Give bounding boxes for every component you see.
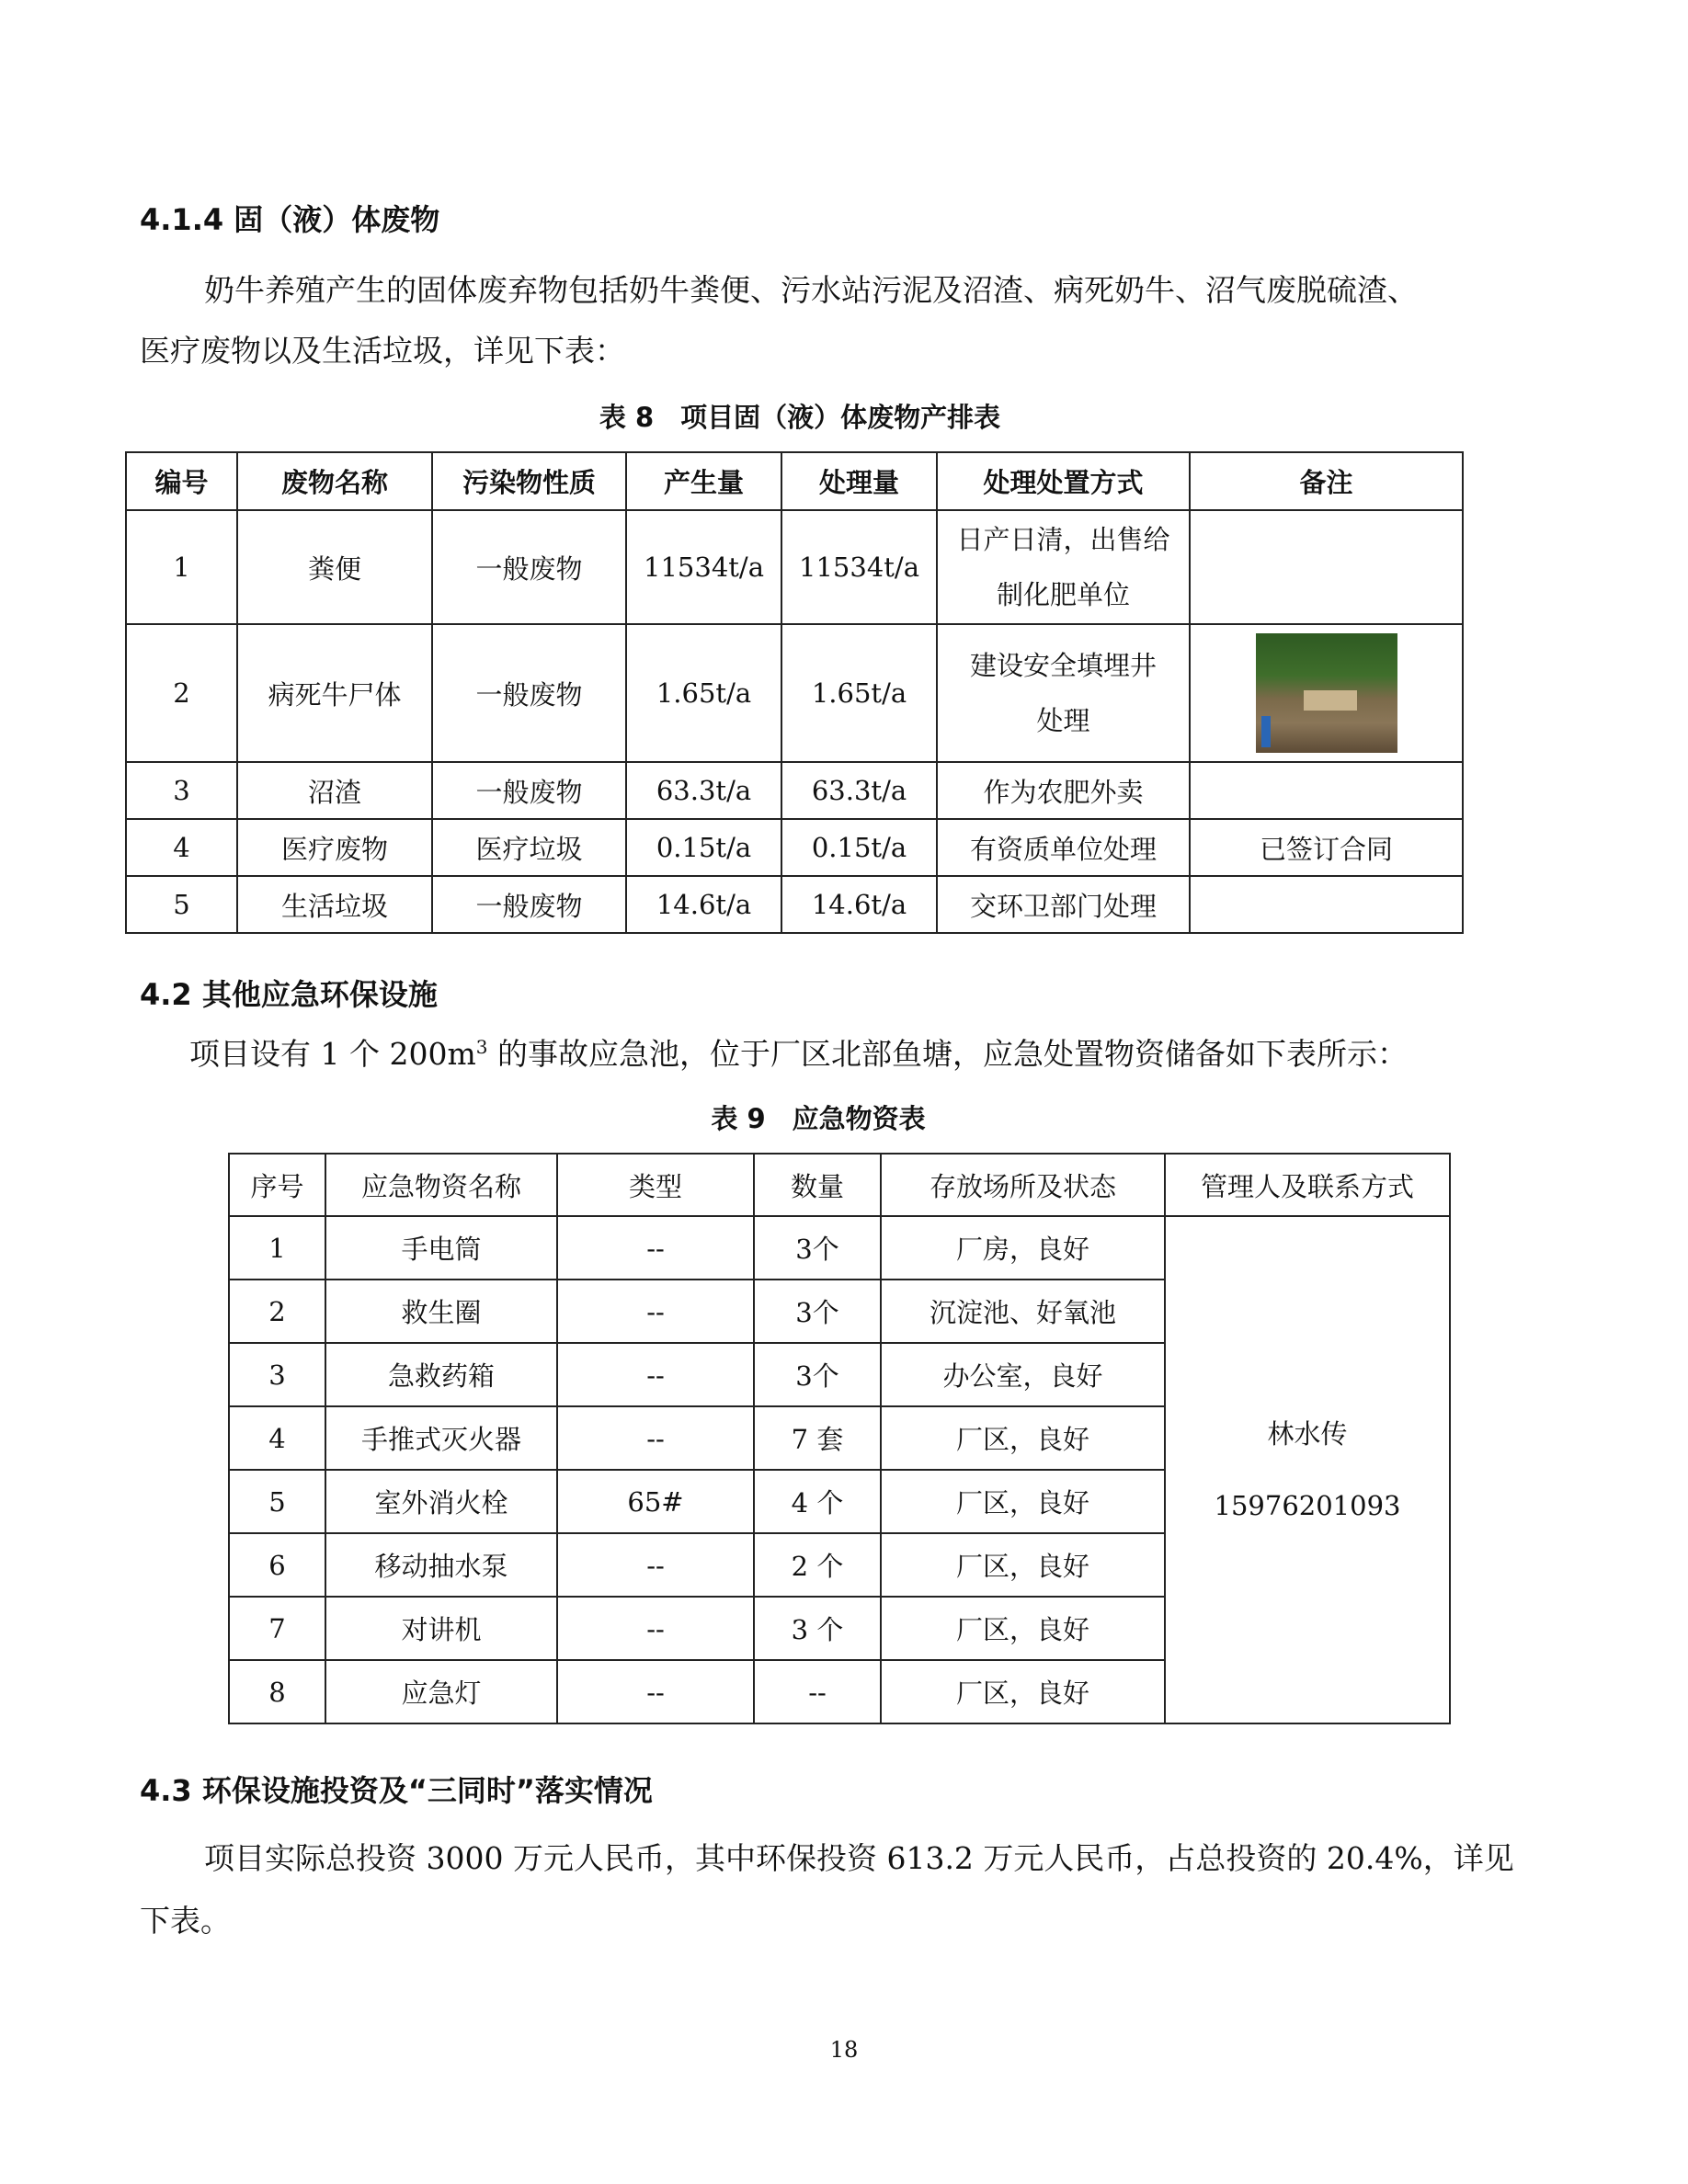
cell-no: 6 [229,1533,325,1597]
paragraph-line [189,1024,1408,1085]
header-cell: 管理人及联系方式 [1165,1154,1450,1216]
cell-treated: 1.65t/a [781,624,937,762]
cell-nature: 一般废物 [432,762,626,819]
cell-method: 作为农肥外卖 [937,762,1190,819]
cell-type: -- [557,1533,754,1597]
table-row [126,624,1463,762]
header-cell: 污染物性质 [432,452,626,510]
cell-qty: 3 个 [754,1597,881,1660]
cell-treated: 11534t/a [781,510,937,624]
table-row [126,510,1463,624]
cell-no: 8 [229,1660,325,1723]
cell-name: 手电筒 [325,1216,557,1280]
table-header-row [126,452,1463,510]
header-cell: 序号 [229,1154,325,1216]
cell-type: -- [557,1280,754,1343]
cell-place: 厂房，良好 [881,1216,1165,1280]
method-line: 处理 [1036,705,1090,736]
cell-manager [1165,1216,1450,1723]
method-line: 日产日清，出售给 [956,524,1170,555]
cell-no: 3 [126,762,237,819]
cell-method [937,510,1190,624]
section-heading-4-2: 4.2 其他应急环保设施 [140,977,438,1012]
cell-qty: 2 个 [754,1533,881,1597]
cell-nature: 一般废物 [432,510,626,624]
table-8 [125,451,1464,934]
cell-place: 沉淀池、好氧池 [881,1280,1165,1343]
manager-name: 林水传 [1267,1418,1348,1450]
cell-name: 病死牛尸体 [237,624,432,762]
cell-place: 办公室，良好 [881,1343,1165,1406]
cell-nature: 一般废物 [432,876,626,933]
table-9 [228,1153,1451,1724]
method-line: 建设安全填埋井 [969,650,1157,681]
cell-no: 7 [229,1597,325,1660]
cell-treated: 63.3t/a [781,762,937,819]
cell-no: 5 [229,1470,325,1533]
cell-type: 65# [557,1470,754,1533]
cell-produced: 11534t/a [626,510,781,624]
cell-qty: 7 套 [754,1406,881,1470]
cell-qty: 3个 [754,1216,881,1280]
cell-note: 已签订合同 [1190,819,1463,876]
cell-note [1190,762,1463,819]
paragraph-line: 医疗废物以及生活垃圾，详见下表： [140,333,625,369]
cell-no: 1 [126,510,237,624]
header-cell: 类型 [557,1154,754,1216]
cell-place: 厂区，良好 [881,1406,1165,1470]
cell-no: 3 [229,1343,325,1406]
cell-produced: 63.3t/a [626,762,781,819]
cell-qty: 4 个 [754,1470,881,1533]
section-heading-4-1-4: 4.1.4 固（液）体废物 [140,202,440,237]
cell-name: 对讲机 [325,1597,557,1660]
para-text: 项目设有 1 个 200m [189,1036,476,1072]
paragraph-line: 项目实际总投资 3000 万元人民币，其中环保投资 613.2 万元人民币，占总投资的 20.4%，详见 [204,1840,1514,1876]
cell-qty: 3个 [754,1343,881,1406]
cell-treated: 0.15t/a [781,819,937,876]
cell-name: 急救药箱 [325,1343,557,1406]
cell-name: 救生圈 [325,1280,557,1343]
cell-no: 4 [126,819,237,876]
header-cell: 产生量 [626,452,781,510]
table-row [126,819,1463,876]
table-row [126,876,1463,933]
cell-type: -- [557,1597,754,1660]
cell-no: 2 [126,624,237,762]
cell-nature: 一般废物 [432,624,626,762]
cell-no: 1 [229,1216,325,1280]
cell-name: 医疗废物 [237,819,432,876]
cell-name: 应急灯 [325,1660,557,1723]
paragraph-line: 下表。 [140,1903,231,1939]
header-cell: 编号 [126,452,237,510]
cell-name: 沼渣 [237,762,432,819]
cell-no: 5 [126,876,237,933]
header-cell: 存放场所及状态 [881,1154,1165,1216]
method-line: 制化肥单位 [996,579,1130,610]
cell-place: 厂区，良好 [881,1660,1165,1723]
cell-method: 交环卫部门处理 [937,876,1190,933]
cell-place: 厂区，良好 [881,1470,1165,1533]
cell-name: 粪便 [237,510,432,624]
cell-note [1190,876,1463,933]
cell-type: -- [557,1216,754,1280]
cell-no: 2 [229,1280,325,1343]
cell-note [1190,624,1463,762]
cell-produced: 1.65t/a [626,624,781,762]
cell-method: 有资质单位处理 [937,819,1190,876]
cell-place: 厂区，良好 [881,1533,1165,1597]
cell-note [1190,510,1463,624]
landfill-well-photo [1256,633,1397,753]
cell-treated: 14.6t/a [781,876,937,933]
cell-name: 室外消火栓 [325,1470,557,1533]
header-cell: 应急物资名称 [325,1154,557,1216]
cell-place: 厂区，良好 [881,1597,1165,1660]
table-row [126,762,1463,819]
section-heading-4-3: 4.3 环保设施投资及“三同时”落实情况 [140,1773,653,1808]
superscript: 3 [475,1036,488,1058]
cell-qty: 3个 [754,1280,881,1343]
cell-produced: 0.15t/a [626,819,781,876]
cell-produced: 14.6t/a [626,876,781,933]
cell-type: -- [557,1660,754,1723]
header-cell: 废物名称 [237,452,432,510]
cell-qty: -- [754,1660,881,1723]
cell-name: 移动抽水泵 [325,1533,557,1597]
para-text: 的事故应急池，位于厂区北部鱼塘，应急处置物资储备如下表所示： [487,1036,1408,1072]
table-8-caption: 表 8 项目固（液）体废物产排表 [599,402,1001,433]
table-9-caption: 表 9 应急物资表 [711,1103,926,1134]
manager-phone: 15976201093 [1214,1490,1401,1521]
header-cell: 数量 [754,1154,881,1216]
table-header-row [229,1154,1450,1216]
cell-nature: 医疗垃圾 [432,819,626,876]
cell-type: -- [557,1343,754,1406]
table-row [229,1216,1450,1280]
cell-name: 生活垃圾 [237,876,432,933]
cell-method [937,624,1190,762]
page-number: 18 [829,2037,859,2063]
header-cell: 备注 [1190,452,1463,510]
cell-type: -- [557,1406,754,1470]
cell-no: 4 [229,1406,325,1470]
header-cell: 处理处置方式 [937,452,1190,510]
cell-name: 手推式灭火器 [325,1406,557,1470]
paragraph-line: 奶牛养殖产生的固体废弃物包括奶牛粪便、污水站污泥及沼渣、病死奶牛、沼气废脱硫渣、 [204,272,1418,308]
header-cell: 处理量 [781,452,937,510]
